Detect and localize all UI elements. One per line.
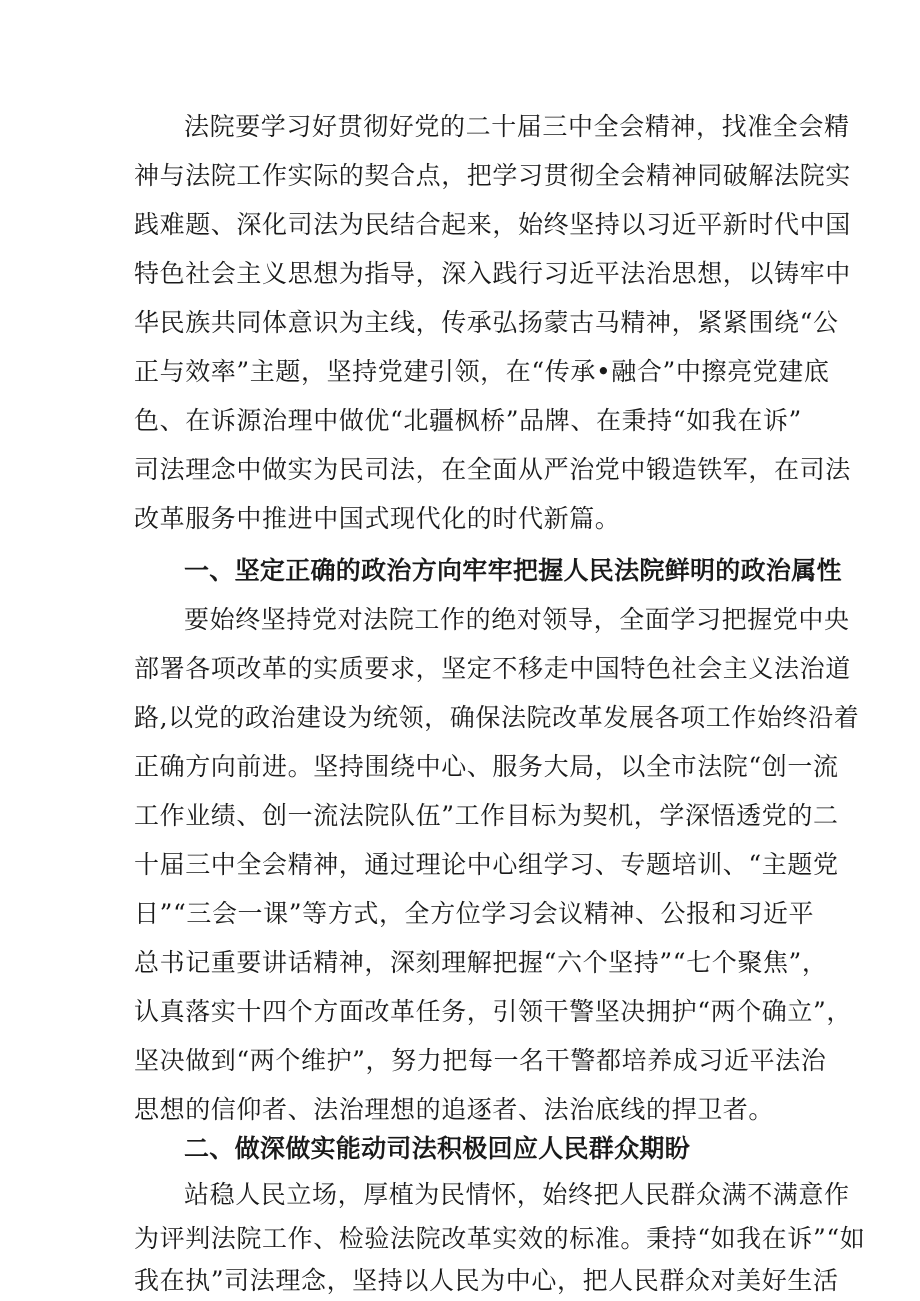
text-line: 司法理念中做实为民司法，在全面从严治党中锻造铁军，在司法 (134, 455, 851, 484)
text-line: 总书记重要讲话精神，深刻理解把握“六个坚持”“七个聚焦”， (134, 948, 828, 977)
text-line: 要始终坚持党对法院工作的绝对领导，全面学习把握党中央 (184, 605, 850, 634)
text-line: 十届三中全会精神，通过理论中心组学习、专题培训、“主题党 (134, 850, 839, 879)
text-line: 改革服务中推进中国式现代化的时代新篇。 (134, 504, 621, 533)
text-line: 坚决做到“两个维护”，努力把每一名干警都培养成习近平法治 (134, 1046, 827, 1075)
text-line: 色、在诉源治理中做优“北疆枫桥”品牌、在秉持“如我在诉” (134, 406, 802, 435)
text-line: 特色社会主义思想为指导，深入践行习近平法治思想，以铸牢中 (134, 259, 851, 288)
text-line: 践难题、深化司法为民结合起来，始终坚持以习近平新时代中国 (134, 210, 851, 239)
text-line: 正确方向前进。坚持围绕中心、服务大局，以全市法院“创一流 (134, 752, 839, 781)
text-line: 华民族共同体意识为主线，传承弘扬蒙古马精神，紧紧围绕“公 (134, 308, 839, 337)
text-line: 为评判法院工作、检验法院改革实效的标准。秉持“如我在诉”“如 (134, 1224, 866, 1253)
text-line: 法院要学习好贯彻好党的二十届三中全会精神，找准全会精 (184, 112, 850, 141)
text-line: 工作业绩、创一流法院队伍”工作目标为契机，学深悟透党的二 (134, 801, 839, 830)
text-line: 神与法院工作实际的契合点，把学习贯彻全会精神同破解法院实 (134, 161, 851, 190)
text-line: 站稳人民立场，厚植为民情怀，始终把人民群众满不满意作 (184, 1180, 850, 1209)
text-line: 日”“三会一课”等方式，全方位学习会议精神、公报和习近平 (134, 899, 815, 928)
text-line: 思想的信仰者、法治理想的追逐者、法治底线的捍卫者。 (134, 1095, 775, 1124)
text-line: 路,以党的政治建设为统领，确保法院改革发展各项工作始终沿着 (134, 703, 860, 732)
text-line: 部署各项改革的实质要求，坚定不移走中国特色社会主义法治道 (134, 654, 851, 683)
text-line: 正与效率”主题，坚持党建引领，在“传承•融合”中擦亮党建底 (134, 357, 830, 386)
text-line: 我在执”司法理念，坚持以人民为中心，把人民群众对美好生活 (134, 1266, 839, 1295)
text-line: 认真落实十四个方面改革任务，引领干警坚决拥护“两个确立”， (134, 997, 852, 1026)
section-heading: 一、坚定正确的政治方向牢牢把握人民法院鲜明的政治属性 (184, 556, 842, 585)
section-heading: 二、做深做实能动司法积极回应人民群众期盼 (184, 1134, 691, 1163)
